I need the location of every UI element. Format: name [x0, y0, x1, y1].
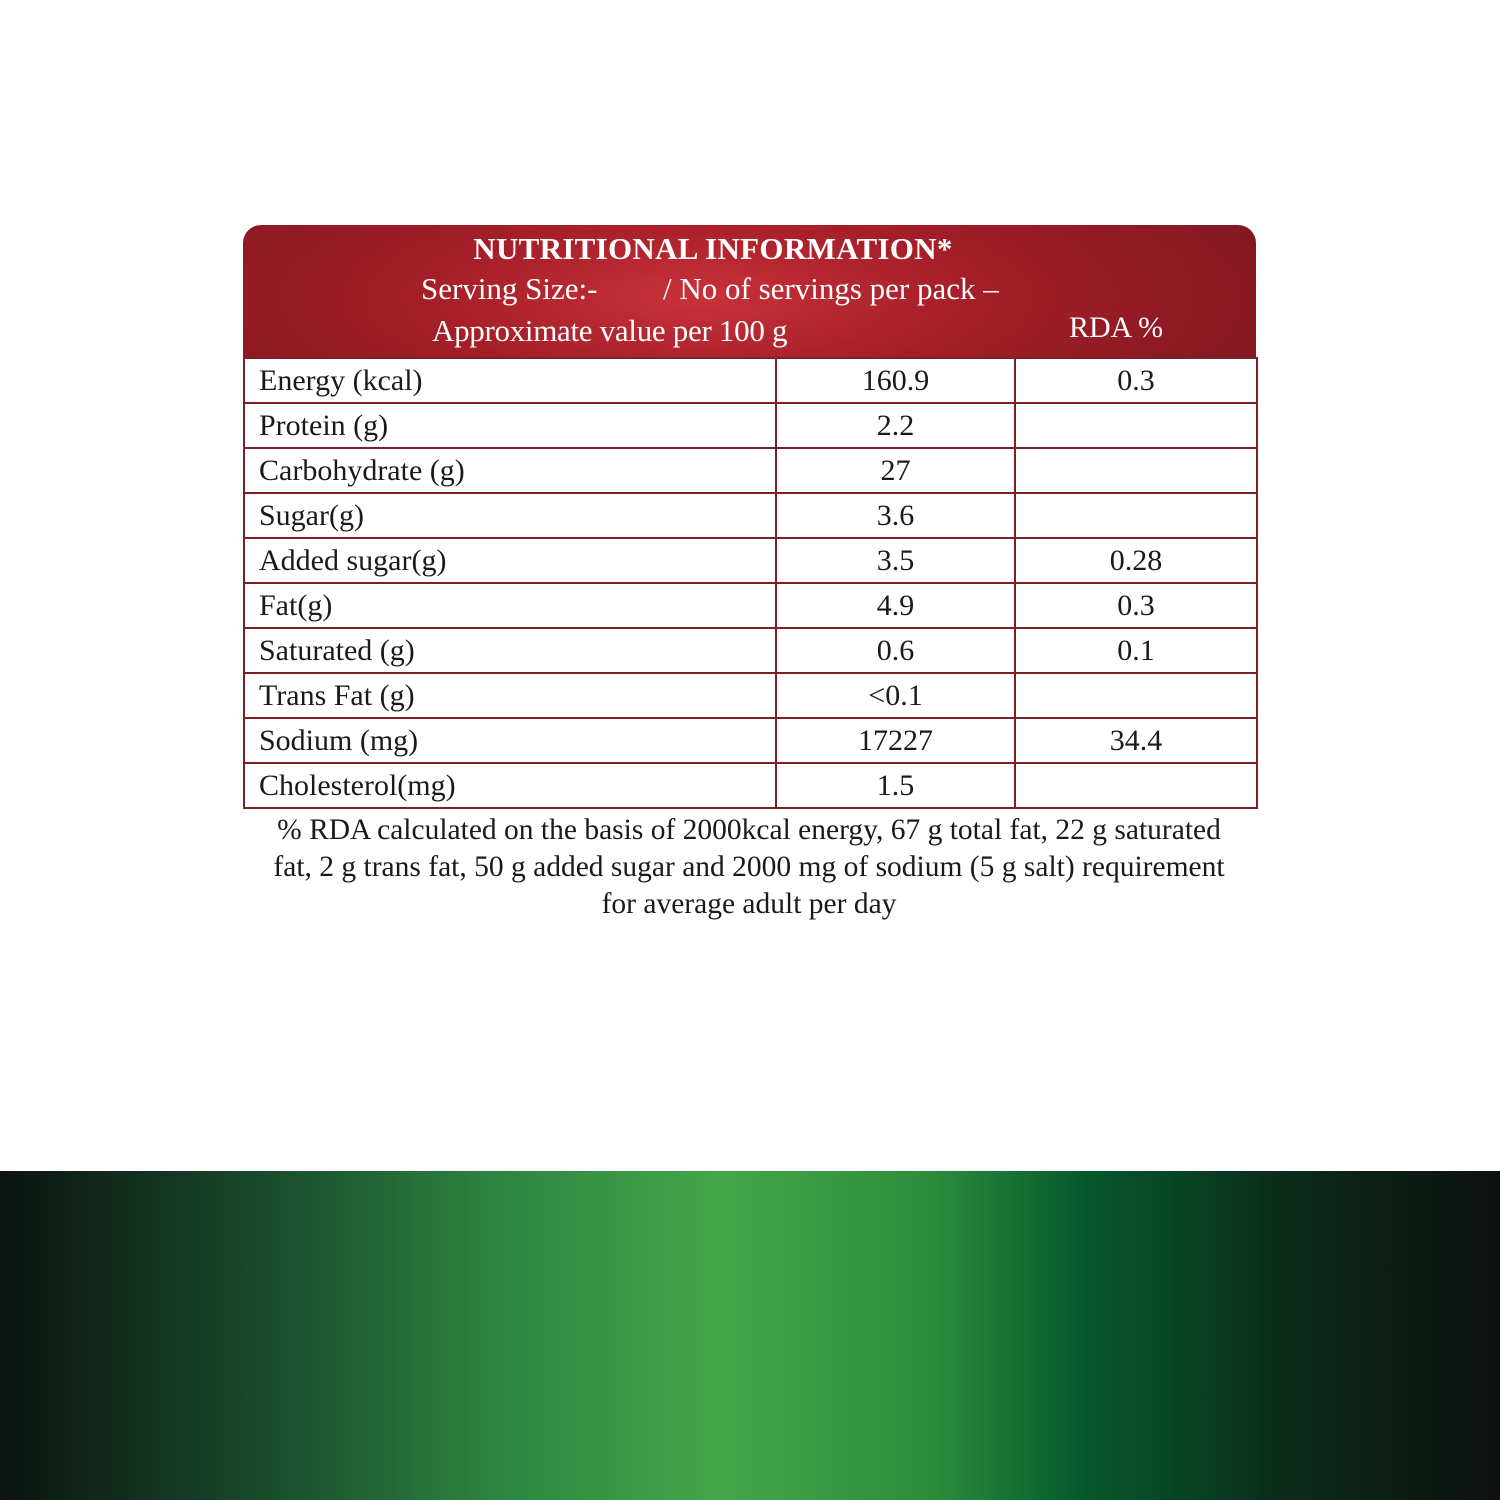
- nutrient-name: Carbohydrate (g): [244, 448, 776, 493]
- approximate-value-label: Approximate value per 100 g: [432, 313, 788, 348]
- serving-size-label: Serving Size:-: [421, 271, 598, 306]
- nutrient-value: 2.2: [776, 403, 1015, 448]
- nutrient-name: Trans Fat (g): [244, 673, 776, 718]
- nutrient-name: Fat(g): [244, 583, 776, 628]
- nutrition-panel: [243, 225, 1256, 809]
- nutrient-value: 4.9: [776, 583, 1015, 628]
- nutrient-rda: [1015, 493, 1257, 538]
- nutrient-rda: [1015, 673, 1257, 718]
- nutrient-value: <0.1: [776, 673, 1015, 718]
- table-row: [244, 628, 1257, 673]
- table-row: [244, 673, 1257, 718]
- table-row: [244, 448, 1257, 493]
- nutrient-value: 160.9: [776, 358, 1015, 403]
- nutrition-title: NUTRITIONAL INFORMATION*: [473, 231, 953, 266]
- nutrient-value: 0.6: [776, 628, 1015, 673]
- nutrient-rda: [1015, 403, 1257, 448]
- nutrient-name: Sugar(g): [244, 493, 776, 538]
- nutrient-rda: [1015, 448, 1257, 493]
- nutrient-name: Cholesterol(mg): [244, 763, 776, 808]
- table-row: [244, 718, 1257, 763]
- table-row: [244, 493, 1257, 538]
- nutrient-value: 17227: [776, 718, 1015, 763]
- table-row: [244, 763, 1257, 808]
- nutrient-rda: 34.4: [1015, 718, 1257, 763]
- green-gradient-band: [0, 1171, 1500, 1500]
- nutrient-rda: 0.3: [1015, 358, 1257, 403]
- nutrient-name: Added sugar(g): [244, 538, 776, 583]
- nutrient-rda: 0.1: [1015, 628, 1257, 673]
- nutrition-table: [243, 357, 1258, 809]
- nutrient-value: 3.6: [776, 493, 1015, 538]
- rda-column-header: RDA %: [1069, 311, 1164, 344]
- nutrient-value: 1.5: [776, 763, 1015, 808]
- rda-footnote: % RDA calculated on the basis of 2000kcal energy, 67 g total fat, 22 g saturated fat, 2 g trans fat, 50 g added sugar and 2000 mg of sodium (5 g salt) requirement for average adult per day: [273, 814, 1225, 920]
- table-row: [244, 358, 1257, 403]
- nutrient-rda: 0.3: [1015, 583, 1257, 628]
- nutrient-name: Energy (kcal): [244, 358, 776, 403]
- nutrient-name: Sodium (mg): [244, 718, 776, 763]
- nutrient-name: Saturated (g): [244, 628, 776, 673]
- nutrient-rda: 0.28: [1015, 538, 1257, 583]
- nutrient-rda: [1015, 763, 1257, 808]
- table-row: [244, 583, 1257, 628]
- nutrient-value: 3.5: [776, 538, 1015, 583]
- table-row: [244, 403, 1257, 448]
- nutrient-value: 27: [776, 448, 1015, 493]
- nutrient-name: Protein (g): [244, 403, 776, 448]
- nutrition-header: [243, 225, 1256, 357]
- table-row: [244, 538, 1257, 583]
- servings-per-pack-label: / No of servings per pack –: [663, 271, 999, 306]
